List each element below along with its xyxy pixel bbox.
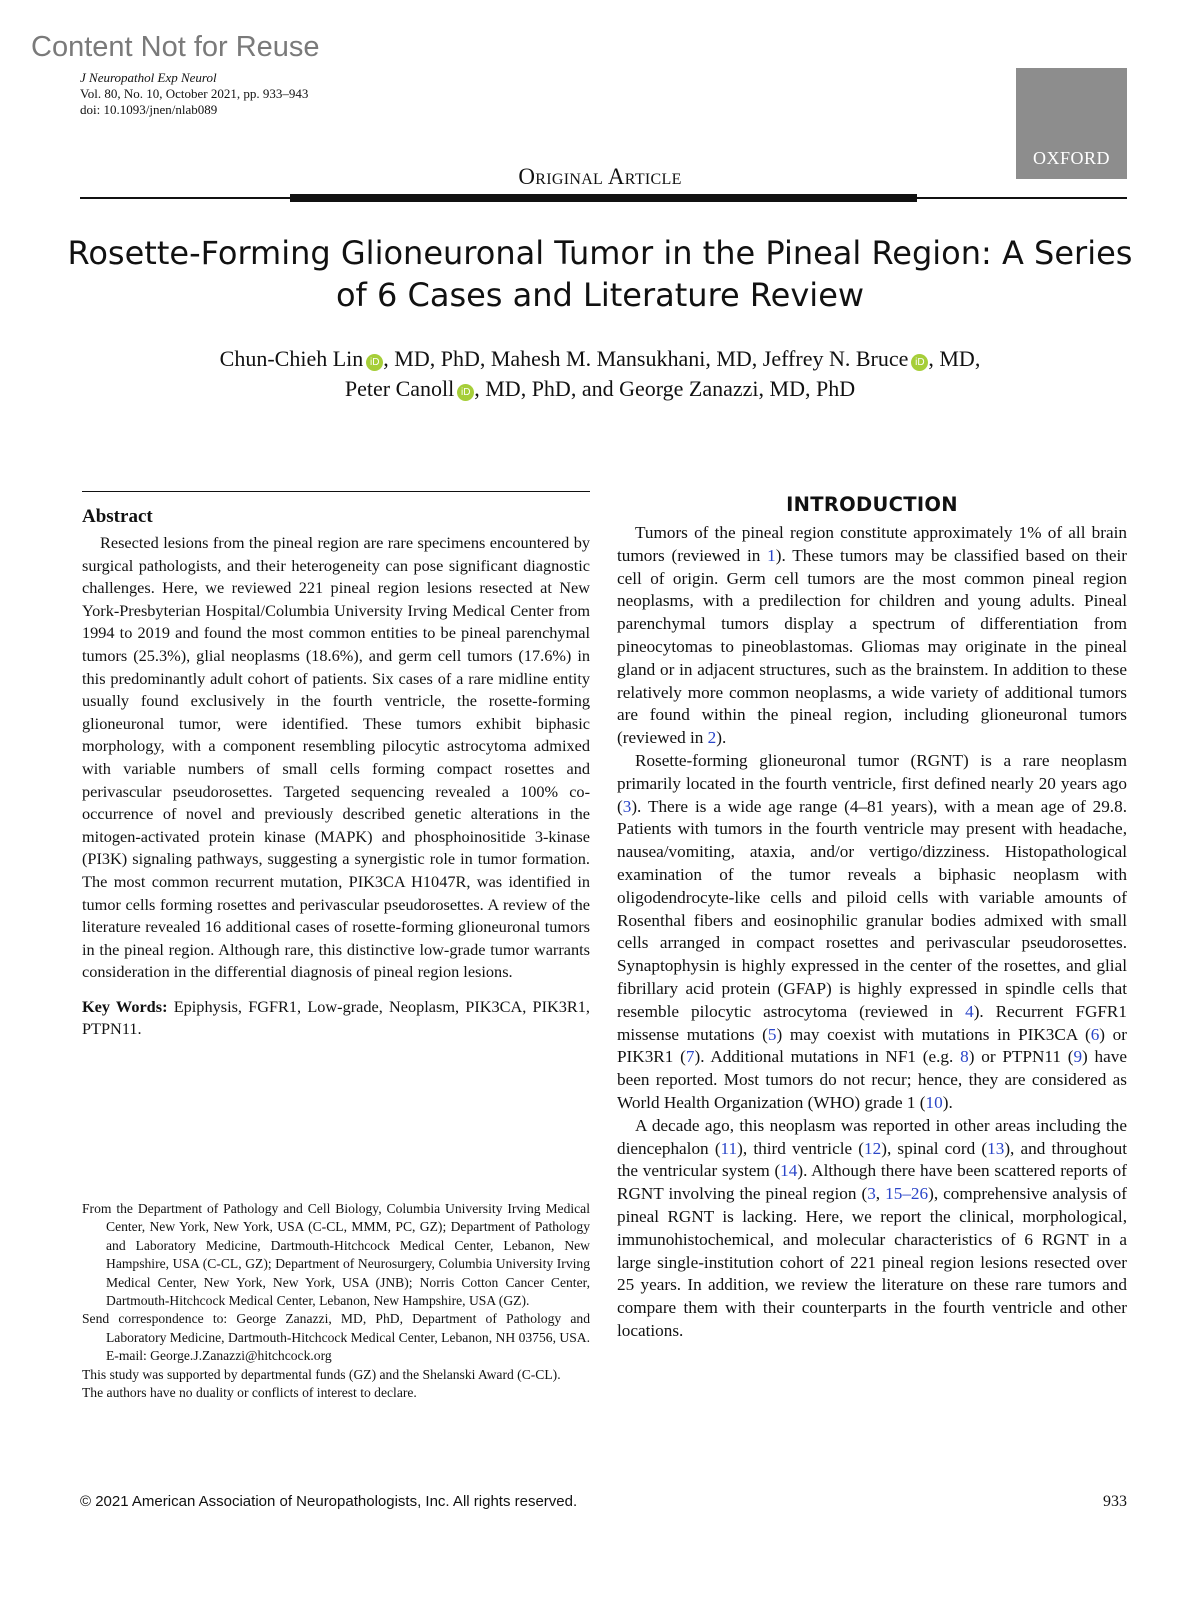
citation-link[interactable]: 3 (622, 796, 632, 816)
author-name: Peter Canoll (344, 376, 455, 401)
introduction-heading: INTRODUCTION (786, 493, 958, 516)
affiliations-note: From the Department of Pathology and Cell Biology, Columbia University Irving Medical Center, New York, New York, USA (C-CL, MMM, PC, GZ); Department of Pathology and Laboratory Medicine, Dartmouth-Hitchcock Medical Center, Lebanon, New Hampshire, USA (C-CL, GZ); Department of Neurosurgery, Columbia University Irving Medical Center, New York, New York, USA (JNB); Norris Cotton Cancer Center, Dartmouth-Hitchcock Medical Center, Lebanon, New Hampshire, USA (GZ). (82, 1201, 590, 1309)
citation-link[interactable]: 2 (707, 728, 717, 748)
citation-link[interactable]: 13 (987, 1138, 1005, 1158)
citation-link[interactable]: 14 (780, 1161, 798, 1181)
citation-link[interactable]: 12 (864, 1138, 882, 1158)
citation-link[interactable]: 1 (767, 545, 776, 565)
header-rule-thick (290, 194, 917, 202)
keywords-label: Key Words: (82, 996, 168, 1016)
page-number: 933 (1103, 1493, 1127, 1510)
abstract-heading: Abstract (82, 506, 153, 527)
article-title: Rosette-Forming Glioneuronal Tumor in the Pineal Region: A Series of 6 Cases and Literature Review (67, 234, 1133, 314)
journal-doi: doi: 10.1093/jnen/nlab089 (80, 102, 218, 117)
abstract-section (82, 491, 590, 1041)
author-name: Chun-Chieh Lin (219, 346, 364, 371)
copyright-notice: © 2021 American Association of Neuropathologists, Inc. All rights reserved. (80, 1493, 578, 1510)
keywords-list: Epiphysis, FGFR1, Low-grade, Neoplasm, PIK3CA, PIK3R1, PTPN11. (82, 996, 590, 1039)
author-name: , MD, (928, 346, 981, 371)
citation-link[interactable]: 4 (965, 1001, 974, 1021)
journal-name: J Neuropathol Exp Neurol (80, 70, 217, 85)
citation-link[interactable]: 7 (685, 1047, 695, 1067)
correspondence-note: Send correspondence to: George Zanazzi, MD, PhD, Department of Pathology and Laboratory Medicine, Dartmouth-Hitchcock Medical Center, Lebanon, NH 03756, USA. E-mail: George.J.Zanazzi@hitchcock.org (82, 1311, 590, 1364)
citation-link[interactable]: 10 (925, 1092, 943, 1112)
publisher-logo (1016, 68, 1127, 179)
citation-link[interactable]: 15–26 (885, 1184, 929, 1204)
watermark: Content Not for Reuse (31, 31, 320, 63)
citation-link[interactable]: 6 (1090, 1024, 1100, 1044)
citation-link[interactable]: 9 (1073, 1047, 1083, 1067)
author-name: , MD, PhD, and George Zanazzi, MD, PhD (474, 376, 856, 401)
introduction-section (617, 493, 1127, 1343)
intro-paragraph-2: Rosette-forming glioneuronal tumor (RGNT) is a rare neoplasm primarily located in the fourth ventricle, first defined nearly 20 years ago (3). There is a wide age range (4–81 years), with a mean age of 29.8. Patients with tumors in the fourth ventricle may present with headache, nausea/vomiting, ataxia, and/or vertigo/dizziness. Histopathological examination of the tumor reveals a biphasic neoplasm with oligodendrocyte-like cells and piloid cells with variable amounts of Rosenthal fibers and eosinophilic granular bodies admixed with small cells arranged in compact rosettes and perivascular pseudorosettes. Synaptophysin is highly expressed in the center of the rosettes, and glial fibrillary acid protein (GFAP) is highly expressed in spindle cells that resemble pilocytic astrocytoma (reviewed in 4). Recurrent FGFR1 missense mutations (5) may coexist with mutations in PIK3CA (6) or PIK3R1 (7). Additional mutations in NF1 (e.g. 8) or PTPN11 (9) have been reported. Most tumors do not recur; hence, they are considered as World Health Organization (WHO) grade 1 (10). (617, 750, 1127, 1112)
article-type: Original Article (518, 164, 682, 189)
footnotes (82, 1200, 590, 1402)
orcid-icon[interactable]: iD (911, 354, 928, 371)
citation-link[interactable]: 5 (767, 1024, 777, 1044)
abstract-rule (82, 491, 590, 492)
abstract-text: Resected lesions from the pineal region are rare specimens encountered by surgical pathologists, and their heterogeneity can pose significant diagnostic challenges. Here, we reviewed 221 pineal region lesions resected at New York-Presbyterian Hospital/Columbia University Irving Medical Center from 1994 to 2019 and found the most common entities to be pineal parenchymal tumors (25.3%), glial neoplasms (18.6%), and germ cell tumors (17.6%) in this predominantly adult cohort of patients. Six cases of a rare midline entity usually found exclusively in the fourth ventricle, the rosette-forming glioneuronal tumor, were identified. These tumors exhibit biphasic morphology, with a component resembling pilocytic astrocytoma admixed with variable numbers of small cells forming compact rosettes and perivascular pseudorosettes. Targeted sequencing revealed a 100% co-occurrence of novel and previously described genetic alterations in the mitogen-activated protein kinase (MAPK) and phosphoinositide 3-kinase (PI3K) signaling pathways, suggesting a synergistic role in tumor formation. The most common recurrent mutation, PIK3CA H1047R, was identified in tumor cells forming rosettes and perivascular pseudorosettes. A review of the literature revealed 16 additional cases of rosette-forming glioneuronal tumors in the pineal region. Although rare, this distinctive low-grade tumor warrants consideration in the differential diagnosis of pineal region lesions. (82, 533, 590, 982)
author-name: , MD, PhD, Mahesh M. Mansukhani, MD, Jeffrey N. Bruce (383, 346, 909, 371)
citation-link[interactable]: 3 (867, 1184, 876, 1204)
journal-citation (80, 70, 308, 118)
journal-volume: Vol. 80, No. 10, October 2021, pp. 933–943 (80, 86, 309, 101)
intro-paragraph-3: A decade ago, this neoplasm was reported in other areas including the diencephalon (11), third ventricle (12), spinal cord (13), and throughout the ventricular system (14). Although there have been scattered reports of RGNT involving the pineal region (3, 15–26), comprehensive analysis of pineal RGNT is lacking. Here, we report the clinical, morphological, immunohistochemical, and molecular characteristics of 6 RGNT in a large single-institution cohort of 221 pineal region lesions resected over 25 years. In addition, we review the literature on these rare tumors and compare them with their counterparts in the fourth ventricle and other locations. (617, 1115, 1127, 1340)
author-list (100, 344, 1100, 404)
keywords (82, 996, 590, 1041)
orcid-icon[interactable]: iD (366, 354, 383, 371)
orcid-icon[interactable]: iD (457, 384, 474, 401)
citation-link[interactable]: 8 (960, 1047, 969, 1067)
conflicts-note: The authors have no duality or conflicts of interest to declare. (82, 1385, 417, 1401)
funding-note: This study was supported by departmental funds (GZ) and the Shelanski Award (C-CL). (82, 1366, 561, 1382)
publisher-logo-text: OXFORD (1032, 148, 1110, 168)
intro-paragraph-1: Tumors of the pineal region constitute approximately 1% of all brain tumors (reviewed in 1). These tumors may be classified based on their cell of origin. Germ cell tumors are the most common pineal region neoplasms, with a predilection for children and young adults. Pineal parenchymal tumors display a spectrum of differentiation from pineocytomas to pineoblastomas. Gliomas may originate in the pineal gland or in adjacent structures, such as the brainstem. In addition to these relatively more common neoplasms, a wide variety of additional tumors are found within the pineal region, including glioneuronal tumors (reviewed in 2). (617, 523, 1127, 748)
citation-link[interactable]: 11 (720, 1138, 738, 1158)
